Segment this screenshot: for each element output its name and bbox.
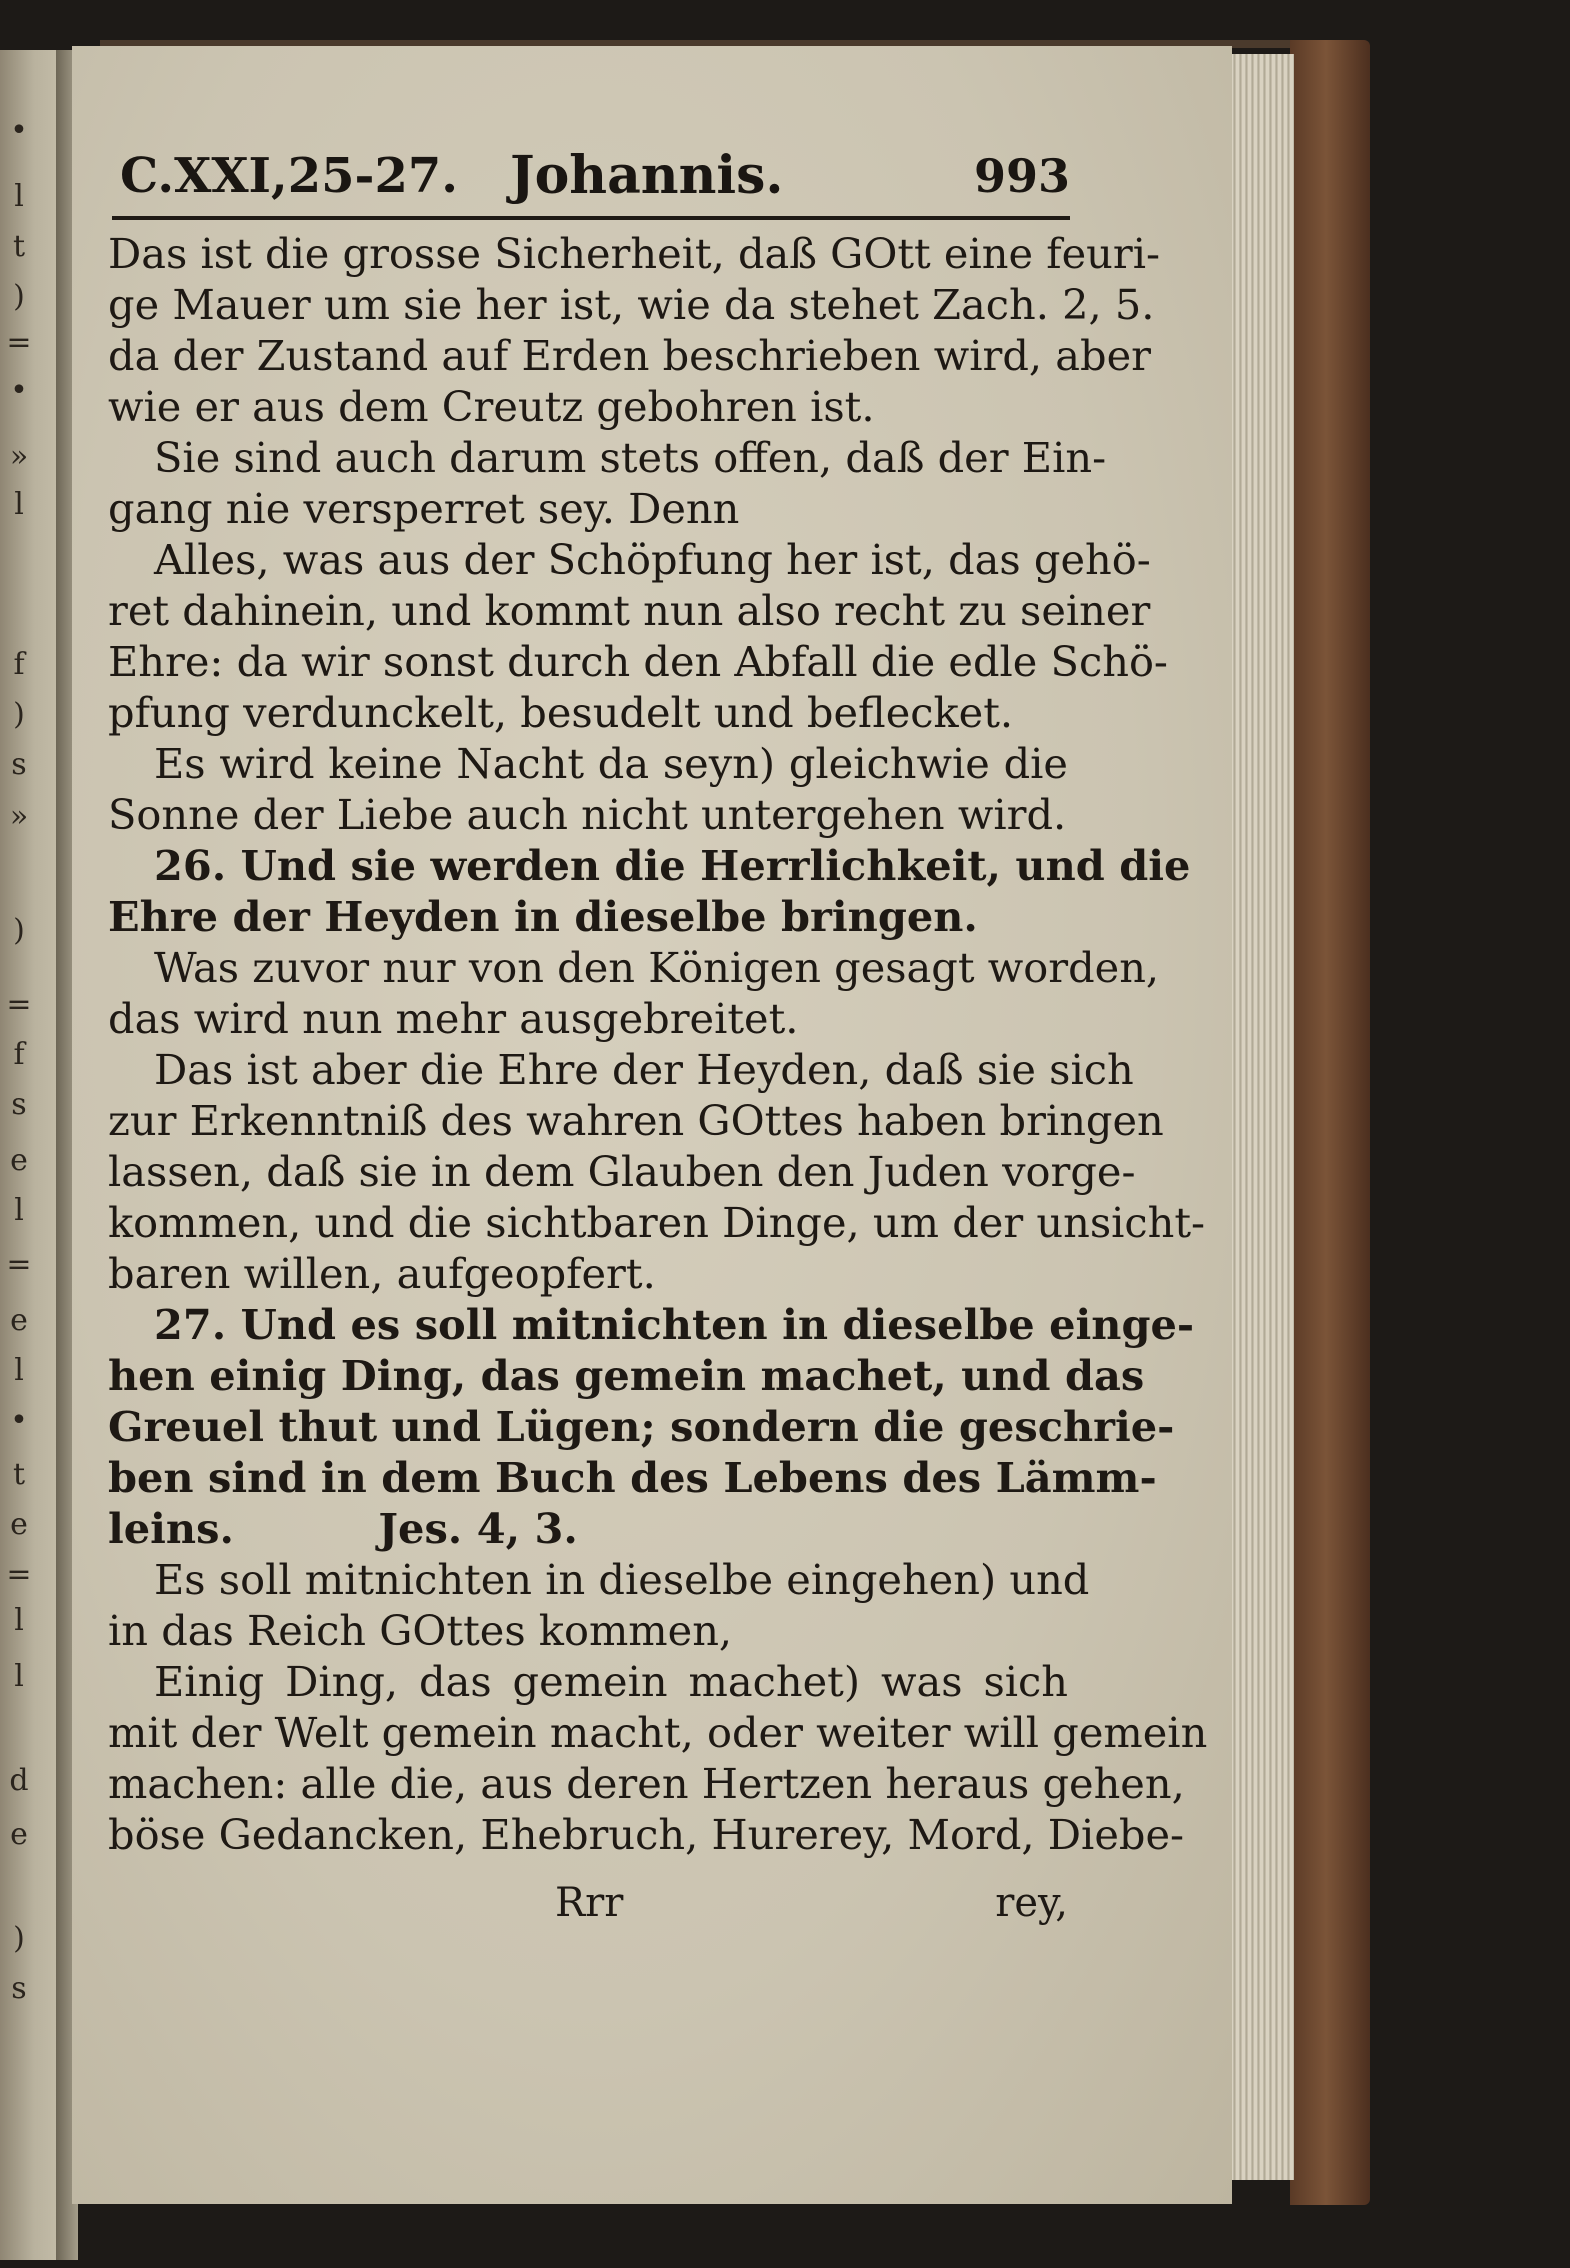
facing-page-fragment: t <box>12 229 26 264</box>
facing-page-fragment: s <box>11 747 27 782</box>
text-line: ge Mauer um sie her ist, wie da stehet Zach. 2, 5. <box>108 280 1155 329</box>
facing-page-edge <box>0 50 62 2260</box>
facing-page-fragment: d <box>9 1763 29 1798</box>
facing-page-fragment: e <box>10 1817 28 1852</box>
book-title: Johannis. <box>510 145 784 206</box>
verse-line: ben sind in dem Buch des Lebens des Lämm- <box>108 1453 1157 1502</box>
text-line: lassen, daß sie in dem Glauben den Juden vorge- <box>108 1147 1136 1196</box>
catchword: rey, <box>995 1880 1068 1926</box>
text-line: kommen, und die sichtbaren Dinge, um der unsicht- <box>108 1198 1206 1247</box>
facing-page-fragment: l <box>14 1193 24 1228</box>
signature-mark: Rrr <box>555 1880 624 1926</box>
body-text <box>108 228 1208 1860</box>
facing-page-fragment: ) <box>13 913 25 948</box>
text-line: Was zuvor nur von den Königen gesagt worden, <box>154 943 1160 992</box>
text-line: Das ist aber die Ehre der Heyden, daß sie sich <box>154 1045 1134 1094</box>
text-line: baren willen, aufgeopfert. <box>108 1249 656 1298</box>
text-line: Sonne der Liebe auch nicht untergehen wird. <box>108 790 1067 839</box>
text-line: Einig Ding, das gemein machet) was sich <box>154 1657 1068 1706</box>
verse-line: hen einig Ding, das gemein machet, und das <box>108 1351 1145 1400</box>
facing-page-fragment: f <box>13 1037 25 1072</box>
facing-page-fragment: = <box>6 987 32 1022</box>
facing-page-fragment: s <box>11 1971 27 2006</box>
text-line: Sie sind auch darum stets offen, daß der Ein- <box>154 433 1107 482</box>
facing-page-fragment: f <box>13 647 25 682</box>
text-line: machen: alle die, aus deren Hertzen heraus gehen, <box>108 1759 1185 1808</box>
text-line: pfung verdunckelt, besudelt und beflecket. <box>108 688 1014 737</box>
text-line: Es wird keine Nacht da seyn) gleichwie die <box>154 739 1068 788</box>
text-line: in das Reich GOttes kommen, <box>108 1606 733 1655</box>
facing-page-fragment: l <box>14 1353 24 1388</box>
facing-page-fragment: l <box>14 1659 24 1694</box>
facing-page-fragment: e <box>10 1507 28 1542</box>
text-line: das wird nun mehr ausgebreitet. <box>108 994 799 1043</box>
facing-page-fragment: t <box>12 1457 26 1492</box>
facing-page-fragment: e <box>10 1303 28 1338</box>
text-line: wie er aus dem Creutz gebohren ist. <box>108 382 875 431</box>
facing-page-fragment: • <box>10 1403 28 1438</box>
verse-line: 27. Und es soll mitnichten in dieselbe einge- <box>154 1300 1195 1349</box>
verse-line: Greuel thut und Lügen; sondern die geschrie- <box>108 1402 1175 1451</box>
header-rule <box>112 216 1070 220</box>
chapter-reference: C.XXI,25-27. <box>120 148 458 204</box>
text-line: ret dahinein, und kommt nun also recht zu seiner <box>108 586 1151 635</box>
facing-page-fragment: = <box>6 1557 32 1592</box>
facing-page-fragment: e <box>10 1143 28 1178</box>
book-cover <box>1290 40 1370 2205</box>
page-block-edges <box>1224 54 1294 2180</box>
text-line: Das ist die grosse Sicherheit, daß GOtt eine feuri- <box>108 229 1160 278</box>
facing-page-fragment: » <box>9 439 29 474</box>
facing-page-fragment: ) <box>13 279 25 314</box>
text-line: Ehre: da wir sonst durch den Abfall die edle Schö- <box>108 637 1168 686</box>
text-line: mit der Welt gemein macht, oder weiter will gemein <box>108 1708 1208 1757</box>
text-line: böse Gedancken, Ehebruch, Hurerey, Mord, Diebe- <box>108 1810 1185 1859</box>
text-line: gang nie versperret sey. Denn <box>108 484 740 533</box>
facing-page-fragment: l <box>14 179 24 214</box>
text-line: zur Erkenntniß des wahren GOttes haben bringen <box>108 1096 1164 1145</box>
text-line: da der Zustand auf Erden beschrieben wird, aber <box>108 331 1152 380</box>
facing-page-fragment: l <box>14 487 24 522</box>
running-head <box>110 136 1070 216</box>
facing-page-fragment: • <box>10 113 28 148</box>
text-line: Alles, was aus der Schöpfung her ist, das gehö- <box>154 535 1151 584</box>
facing-page-fragment: • <box>10 373 28 408</box>
facing-page-fragment: ) <box>13 697 25 732</box>
facing-page-fragment: l <box>14 1603 24 1638</box>
text-line: Es soll mitnichten in dieselbe eingehen) und <box>154 1555 1090 1604</box>
verse-line: leins. Jes. 4, 3. <box>108 1504 578 1553</box>
page-number: 993 <box>973 149 1070 203</box>
facing-page-fragment: » <box>9 799 29 834</box>
verse-line: 26. Und sie werden die Herrlichkeit, und die <box>154 841 1191 890</box>
facing-page-fragment: s <box>11 1087 27 1122</box>
facing-page-fragment: = <box>6 325 32 360</box>
verse-line: Ehre der Heyden in dieselbe bringen. <box>108 892 978 941</box>
facing-page-fragment: = <box>6 1247 32 1282</box>
facing-page-fragment: ) <box>13 1921 25 1956</box>
